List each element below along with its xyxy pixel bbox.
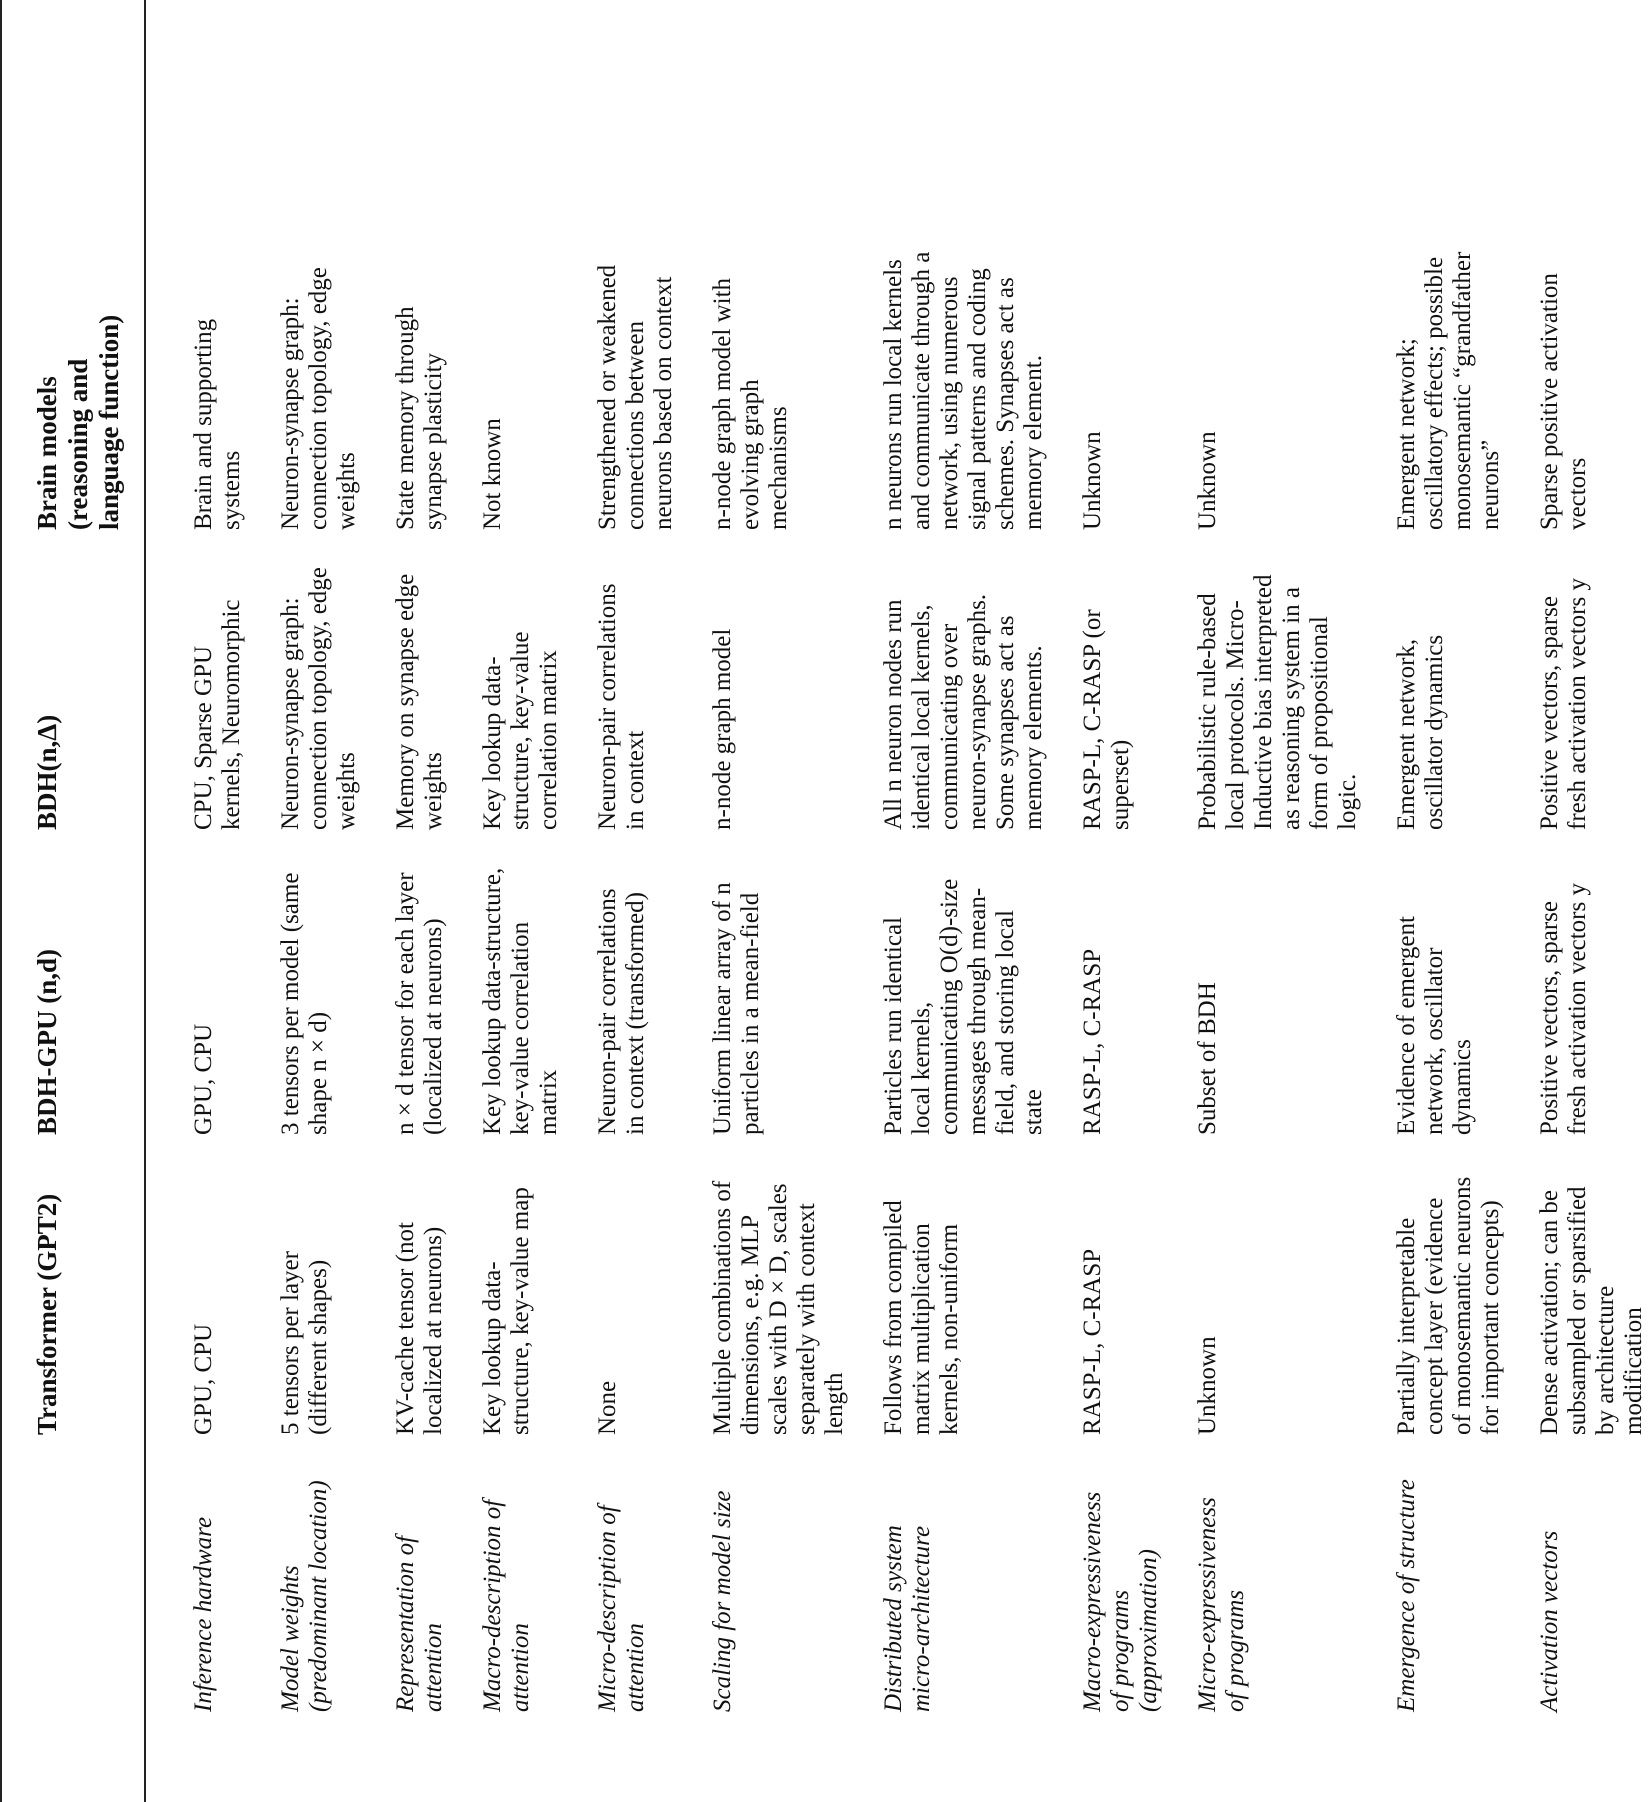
- cell-transformer: RASP-L, C-RASP: [1079, 1248, 1106, 1435]
- table-row: [448, 0, 563, 1802]
- header-bdh-gpu: BDH-GPU (n,d): [1, 852, 145, 1157]
- cell-bdh: All n neuron nodes run identical local kernels, communicating over neuron-synapse graphs. Some synapses act as memory elements.: [880, 593, 1047, 830]
- cell-bdh-gpu: Evidence of emergent network, oscillator dynamics: [1393, 916, 1476, 1135]
- table-row: [361, 0, 448, 1802]
- cell-spill: [448, 0, 563, 237]
- table-row: [1163, 0, 1362, 1802]
- cell-brain-models: State memory through synapse plasticity: [392, 306, 447, 530]
- table-row: [246, 0, 361, 1802]
- cell-bdh: Probabilistic rule-based local protocols. Micro-Inductive bias interpreted as reasoning system in a form of propositional logic.: [1194, 574, 1361, 830]
- cell-transformer: GPU, CPU: [190, 1323, 217, 1435]
- cell-transformer: None: [594, 1380, 621, 1435]
- cell-bdh-gpu: RASP-L, C-RASP: [1079, 948, 1106, 1135]
- cell-bdh-gpu: Positive vectors, sparse fresh activation vectors y: [1536, 883, 1591, 1135]
- cell-bdh: Neuron-pair correlations in context: [594, 583, 649, 830]
- cell-transformer: Dense activation; can be subsampled or sparsified by architecture modification: [1536, 1186, 1647, 1435]
- table-row: [1048, 0, 1163, 1802]
- header-brain-models: Brain models (reasoning and language function): [1, 237, 145, 552]
- cell-spill: [849, 0, 1048, 237]
- cell-bdh: Emergent network, oscillator dynamics: [1393, 634, 1448, 830]
- cell-bdh-gpu: Subset of BDH: [1194, 982, 1221, 1135]
- row-label: Macro-expressiveness of programs (approximation): [1079, 1491, 1162, 1712]
- cell-transformer: Follows from compiled matrix multiplication kernels, non-uniform: [880, 1200, 963, 1435]
- table-row: [563, 0, 678, 1802]
- table-row: [145, 0, 246, 1802]
- cell-bdh: Neuron-synapse graph: connection topology, edge weights: [277, 567, 360, 830]
- cell-spill: [361, 0, 448, 237]
- header-bdh: BDH(n,Δ): [1, 552, 145, 852]
- cell-transformer: Unknown: [1194, 1336, 1221, 1435]
- cell-bdh: n-node graph model: [709, 628, 736, 830]
- header-spill: [1, 0, 145, 237]
- cell-bdh: Memory on synapse edge weights: [392, 573, 447, 830]
- cell-transformer: 5 tensors per layer (different shapes): [277, 1251, 332, 1435]
- header-corner: [1, 1457, 145, 1802]
- row-label: Model weights (predominant location): [277, 1480, 332, 1712]
- cell-bdh-gpu: Particles run identical local kernels, communicating O(d)-size messages through mean-field, and storing local state: [880, 878, 1047, 1135]
- row-label: Scaling for model size: [709, 1490, 736, 1712]
- cell-transformer: KV-cache tensor (not localized at neurons): [392, 1222, 447, 1435]
- cell-bdh: Positive vectors, sparse fresh activation vectors y: [1536, 578, 1591, 830]
- cell-bdh: CPU, Sparse GPU kernels, Neuromorphic: [190, 599, 245, 830]
- cell-transformer: Multiple combinations of dimensions, e.g. MLP scales with D × D, scales separately with context length: [709, 1180, 848, 1435]
- cell-brain-models: Strengthened or weakened connections between neurons based on context: [594, 264, 677, 530]
- row-label: Macro-description of attention: [479, 1499, 534, 1712]
- cell-spill: [1048, 0, 1163, 237]
- cell-spill: [1362, 0, 1505, 237]
- cell-bdh-gpu: 3 tensors per model (same shape n × d): [277, 872, 332, 1135]
- cell-bdh-gpu: Key lookup data-structure, key-value correlation matrix: [479, 867, 562, 1135]
- cell-brain-models: Not known: [479, 418, 506, 530]
- cell-bdh-gpu: GPU, CPU: [190, 1023, 217, 1135]
- cell-spill: [1163, 0, 1362, 237]
- row-label: Distributed system micro-architecture: [880, 1525, 935, 1712]
- cell-bdh: Key lookup data-structure, key-value correlation matrix: [479, 631, 562, 830]
- row-label: Representation of attention: [392, 1535, 447, 1712]
- cell-brain-models: Unknown: [1079, 431, 1106, 530]
- header-row: [1, 0, 145, 1802]
- cell-brain-models: Unknown: [1194, 431, 1221, 530]
- cell-spill: [246, 0, 361, 237]
- table-row: [1362, 0, 1505, 1802]
- row-label: Micro-description of attention: [594, 1505, 649, 1712]
- cell-spill: [145, 0, 246, 237]
- cell-spill: [1505, 0, 1648, 237]
- table-row: [678, 0, 849, 1802]
- cell-bdh-gpu: Uniform linear array of n particles in a mean-field: [709, 882, 764, 1135]
- cell-transformer: Key lookup data-structure, key-value map: [479, 1187, 534, 1435]
- cell-brain-models: Brain and supporting systems: [190, 318, 245, 530]
- cell-brain-models: Sparse positive activation vectors: [1536, 273, 1591, 530]
- cell-spill: [563, 0, 678, 237]
- table-row: [1505, 0, 1648, 1802]
- cell-brain-models: n neurons run local kernels and communicate through a network, using numerous signal patterns and coding schemes. Synapses act as memory element.: [880, 251, 1047, 530]
- cell-transformer: Partially interpretable concept layer (evidence of monosemantic neurons for important concepts): [1393, 1176, 1504, 1435]
- cell-bdh-gpu: Neuron-pair correlations in context (transformed): [594, 888, 649, 1135]
- cell-bdh: RASP-L, C-RASP (or superset): [1079, 609, 1134, 830]
- row-label: Emergence of structure: [1393, 1479, 1420, 1712]
- cell-bdh-gpu: n × d tensor for each layer (localized at neurons): [392, 872, 447, 1135]
- row-label: Micro-expressiveness of programs: [1194, 1497, 1249, 1712]
- cell-brain-models: Neuron-synapse graph: connection topology, edge weights: [277, 267, 360, 530]
- cell-brain-models: n-node graph model with evolving graph mechanisms: [709, 277, 792, 530]
- header-transformer: Transformer (GPT2): [1, 1157, 145, 1457]
- cell-brain-models: Emergent network; oscillatory effects; possible monosemantic “grandfather neurons”: [1393, 251, 1504, 530]
- row-label: Inference hardware: [190, 1516, 217, 1712]
- table-body: [145, 0, 1648, 1802]
- table-row: [849, 0, 1048, 1802]
- cell-spill: [678, 0, 849, 237]
- row-label: Activation vectors: [1536, 1530, 1563, 1712]
